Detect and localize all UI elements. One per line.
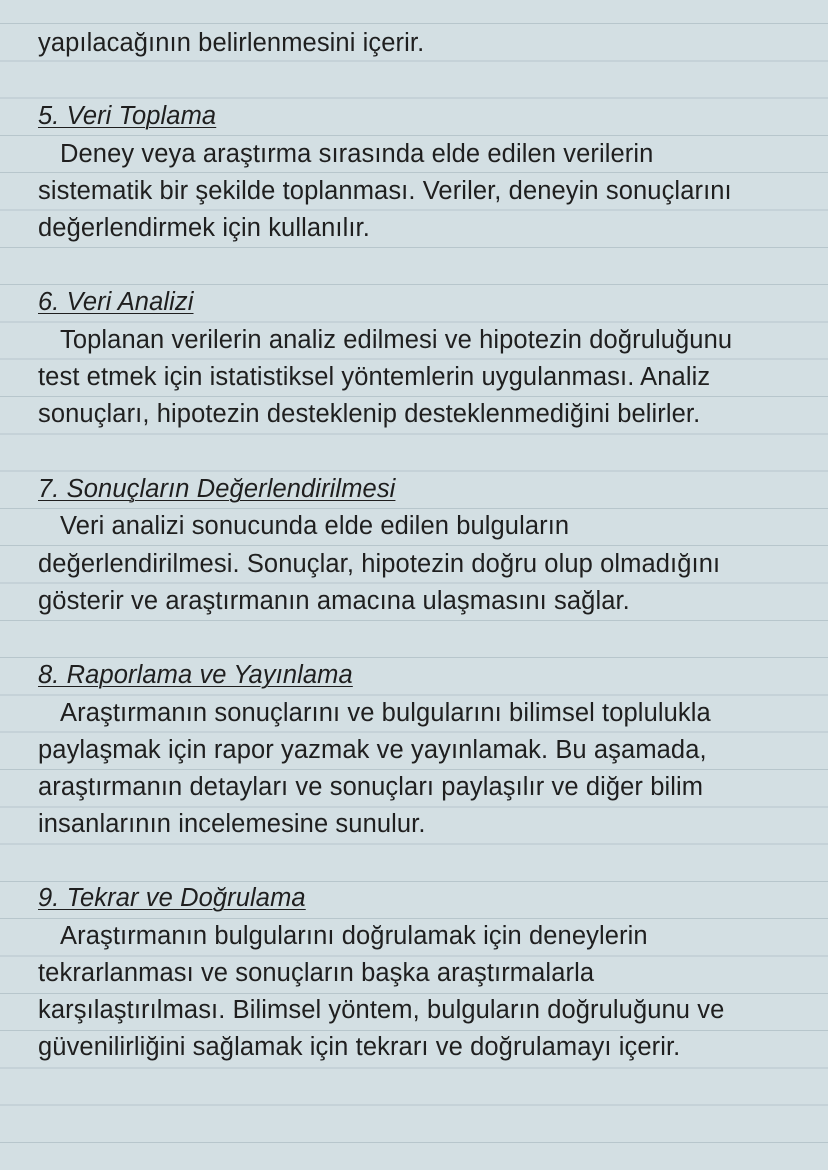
section-text-line: paylaşmak için rapor yazmak ve yayınlamak. Bu aşamada, xyxy=(38,736,707,764)
section-text-line: test etmek için istatistiksel yöntemlerin uygulanması. Analiz xyxy=(38,363,711,391)
section-text-line: Deney veya araştırma sırasında elde edilen verilerin xyxy=(60,140,654,168)
section-text-line: araştırmanın detayları ve sonuçları paylaşılır ve diğer bilim xyxy=(38,773,704,801)
section-heading-veri-toplama: 5. Veri Toplama xyxy=(38,102,217,130)
section-text-line: değerlendirmek için kullanılır. xyxy=(38,214,370,242)
section-text-line: değerlendirilmesi. Sonuçlar, hipotezin doğru olup olmadığını xyxy=(38,550,721,578)
section-heading-raporlama-ve-yayinlama: 8. Raporlama ve Yayınlama xyxy=(38,661,353,689)
section-text-line: Veri analizi sonucunda elde edilen bulguların xyxy=(60,512,570,540)
section-text-line: sonuçları, hipotezin desteklenip desteklenmediğini belirler. xyxy=(38,400,701,428)
section-text-line: güvenilirliğini sağlamak için tekrarı ve doğrulamayı içerir. xyxy=(38,1033,681,1061)
section-text-line: karşılaştırılması. Bilimsel yöntem, bulguların doğruluğunu ve xyxy=(38,996,725,1024)
section-heading-tekrar-ve-dogrulama: 9. Tekrar ve Doğrulama xyxy=(38,884,306,912)
section-text-line: Araştırmanın bulgularını doğrulamak için deneylerin xyxy=(60,922,648,950)
section-text-line: tekrarlanması ve sonuçların başka araştırmalarla xyxy=(38,959,595,987)
section-text-line: sistematik bir şekilde toplanması. Veriler, deneyin sonuçlarını xyxy=(38,177,732,205)
section-heading-sonuclarin-degerlendirilmesi: 7. Sonuçların Değerlendirilmesi xyxy=(38,475,396,503)
section-text-line: insanlarının incelemesine sunulur. xyxy=(38,810,426,838)
intro-text-line: yapılacağının belirlenmesini içerir. xyxy=(38,29,425,57)
section-heading-veri-analizi: 6. Veri Analizi xyxy=(38,288,194,316)
section-text-line: Araştırmanın sonuçlarını ve bulgularını bilimsel toplulukla xyxy=(60,699,711,727)
section-text-line: Toplanan verilerin analiz edilmesi ve hipotezin doğruluğunu xyxy=(60,326,733,354)
section-text-line: gösterir ve araştırmanın amacına ulaşmasını sağlar. xyxy=(38,587,630,615)
